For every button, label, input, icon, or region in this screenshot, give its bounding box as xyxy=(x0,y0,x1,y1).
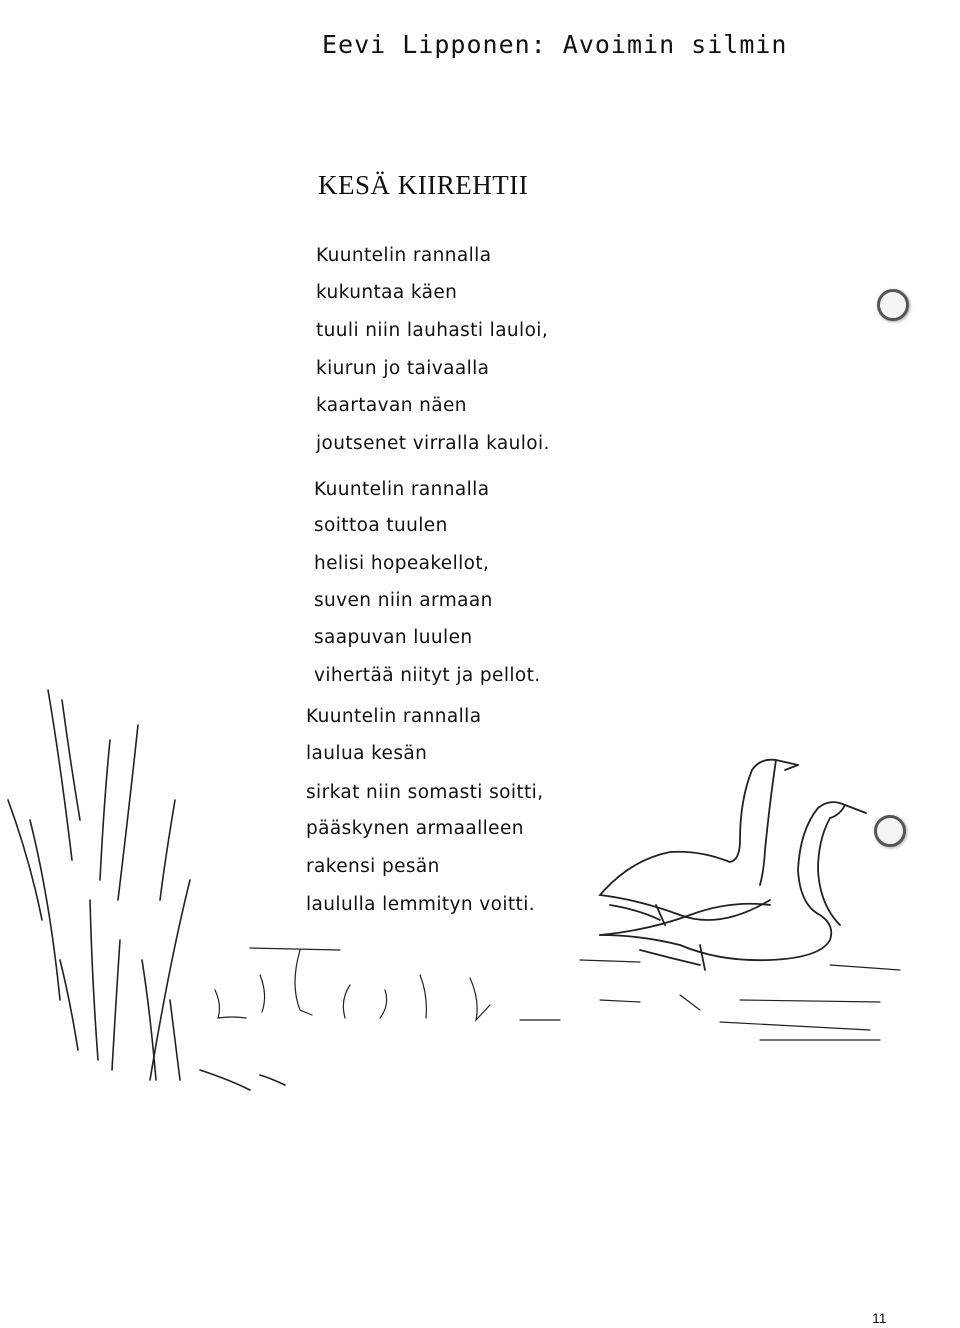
water-lines-icon xyxy=(215,948,900,1040)
poem-line: rakensi pesän xyxy=(306,856,440,877)
poem-line: joutsenet virralla kauloi. xyxy=(316,433,550,454)
poem-line: tuuli niin lauhasti lauloi, xyxy=(316,320,549,341)
book-header: Eevi Lipponen: Avoimin silmin xyxy=(322,30,788,59)
poem-line: laululla lemmityn voitti. xyxy=(306,894,536,915)
poem-line: helisi hopeakellot, xyxy=(314,553,490,574)
poem-line: sirkat niin somasti soitti, xyxy=(306,782,544,803)
poem-line: Kuuntelin rannalla xyxy=(306,706,482,727)
poem-line: laulua kesän xyxy=(306,743,428,764)
poem-title: KESÄ KIIREHTII xyxy=(318,170,529,200)
poem-line: Kuuntelin rannalla xyxy=(314,479,490,500)
swan-back-icon xyxy=(600,760,798,920)
page-number: 11 xyxy=(872,1310,887,1326)
poem-line: kukuntaa käen xyxy=(316,282,458,303)
poem-line: kiurun jo taivaalla xyxy=(316,358,490,379)
reeds-icon xyxy=(8,690,285,1090)
poem-line: kaartavan näen xyxy=(316,395,467,416)
poem-line: pääskynen armaalleen xyxy=(306,818,524,839)
poem-line: vihertää niityt ja pellot. xyxy=(314,665,541,686)
swan-front-icon xyxy=(600,802,866,970)
poem-line: Kuuntelin rannalla xyxy=(316,245,492,266)
poem-line: saapuvan luulen xyxy=(314,627,473,648)
poem-line: soittoa tuulen xyxy=(314,515,448,536)
poem-line: suven niin armaan xyxy=(314,590,493,611)
